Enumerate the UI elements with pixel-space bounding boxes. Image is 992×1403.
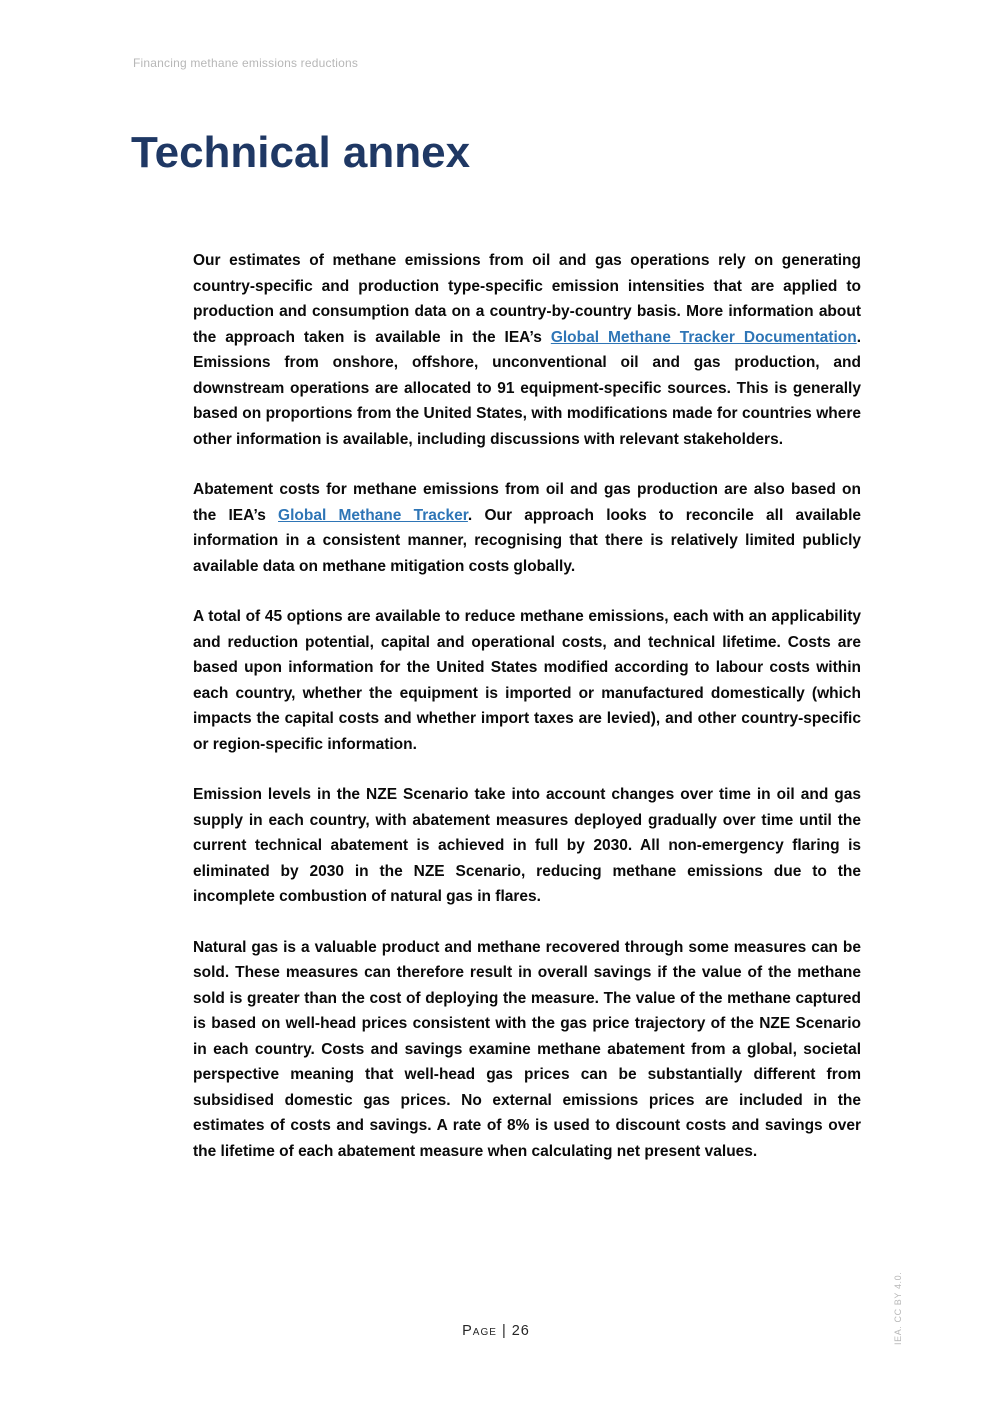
text-run: A total of 45 options are available to reduce methane emissions, each with an applicability and reduction potential, capital and operational costs, and technical lifetime. Costs are based upon information for the United States modified according to labour costs within each country, whether the equipment is imported or manufactured domestically (which impacts the capital costs and whether import taxes are levied), and other country-specific or region-specific information. [193,608,861,753]
text-run: Our estimates of methane emissions from oil and gas operations rely on generating country-specific and production type-specific emission intensities that are applied to production and consumption data on a country-by-country basis. More information about the approach taken is available in the IEA’s [193,252,861,346]
text-run: Emission levels in the NZE Scenario take into account changes over time in oil and gas supply in each country, with abatement measures deployed gradually over time until the current technical abatement is achieved in full by 2030. All non-emergency flaring is eliminated by 2030 in the NZE Scenario, reducing methane emissions due to the incomplete combustion of natural gas in flares. [193,786,861,905]
paragraph [193,477,861,579]
paragraph [193,935,861,1165]
page-title: Technical annex [131,128,471,177]
global-methane-tracker-documentation-link[interactable]: Global Methane Tracker Documentation [550,328,857,346]
page-footer [0,1322,992,1340]
global-methane-tracker-link[interactable]: Global Methane Tracker [278,506,468,524]
body-text [193,248,861,1189]
running-header: Financing methane emissions reductions [133,56,359,70]
text-run: Natural gas is a valuable product and methane recovered through some measures can be sold. These measures can therefore result in overall savings if the value of the methane sold is greater than the cost of deploying the measure. The value of the methane captured is based on well-head prices consistent with the gas price trajectory of the NZE Scenario in each country. Costs and savings examine methane abatement from a global, societal perspective meaning that well-head gas prices can be substantially different from subsidised domestic gas prices. No external emissions prices are included in the estimates of costs and savings. A rate of 8% is used to discount costs and savings over the lifetime of each abatement measure when calculating net present values. [193,938,861,1160]
copyright-sidenote: IEA. CC BY 4.0. [893,1271,903,1345]
page-number: Page | 26 [462,1323,530,1339]
paragraph [193,604,861,757]
text-run: . Our approach looks to reconcile all available information in a consistent manner, recognising that there is relatively limited publicly available data on methane mitigation costs globally. [193,506,862,575]
text-run: . Emissions from onshore, offshore, unconventional oil and gas production, and downstream operations are allocated to 91 equipment-specific sources. This is generally based on proportions from the United States, with modifications made for countries where other information is available, including discussions with relevant stakeholders. [193,328,862,448]
text-run: Abatement costs for methane emissions from oil and gas production are also based on the IEA’s [193,481,861,524]
paragraph [193,248,861,452]
paragraph [193,782,861,910]
